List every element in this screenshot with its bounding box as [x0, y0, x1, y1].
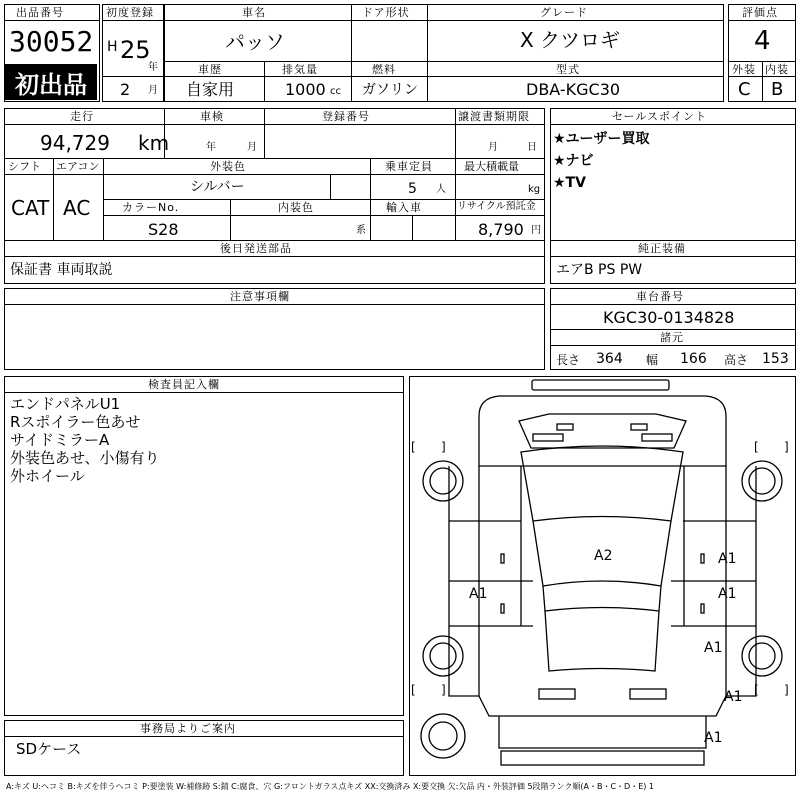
- color-label: 外装色: [210, 160, 246, 173]
- inspector-line: Rスポイラー色あせ: [10, 413, 141, 431]
- recycle-unit: 円: [531, 225, 541, 236]
- later-parts-label: 後日発送部品: [220, 242, 292, 255]
- transfer-day-unit: 日: [527, 142, 537, 153]
- height-value: 153: [762, 351, 789, 367]
- damage-mark: A1: [704, 640, 723, 656]
- svg-text:[: [: [411, 440, 416, 454]
- first-reg-month: 2: [120, 80, 131, 99]
- svg-text:]: ]: [784, 683, 789, 697]
- color-no: S28: [148, 220, 179, 239]
- color-no-label: カラーNo.: [122, 201, 180, 214]
- history: 自家用: [186, 80, 235, 99]
- first-listing-badge: 初出品: [5, 64, 97, 100]
- inspection-month-unit: 月: [247, 142, 257, 153]
- displacement-unit: cc: [330, 86, 341, 97]
- first-reg-year: 25: [120, 36, 151, 64]
- exterior-color: シルバー: [190, 179, 245, 195]
- office-text: SDケース: [16, 740, 82, 758]
- car-name: パッソ: [225, 30, 285, 54]
- grade-label: グレード: [540, 6, 588, 19]
- exterior-label: 外装: [732, 63, 756, 76]
- import-label: 輸入車: [386, 201, 422, 214]
- load-label: 最大積載量: [464, 160, 519, 173]
- length-value: 364: [596, 351, 623, 367]
- displacement: 1000: [285, 80, 326, 99]
- seats-unit: 人: [436, 184, 446, 195]
- era: H: [107, 39, 118, 55]
- seats: 5: [408, 181, 417, 197]
- interior-grade: B: [771, 79, 784, 100]
- height-label: 高さ: [724, 353, 749, 367]
- spec-row-box: [164, 61, 724, 102]
- svg-text:[: [: [411, 683, 416, 697]
- inspector-line: エンドパネルU1: [10, 395, 121, 413]
- recycle-fee: 8,790: [478, 220, 524, 239]
- shift: CAT: [11, 196, 50, 220]
- length-label: 長さ: [556, 353, 581, 367]
- equipment: エアB PS PW: [556, 262, 643, 278]
- damage-mark: A1: [724, 689, 743, 705]
- history-label: 車歴: [198, 63, 222, 76]
- month-unit: 月: [148, 85, 158, 96]
- damage-mark: A1: [718, 551, 737, 567]
- int-color-label: 内装色: [278, 201, 314, 214]
- sales-label: セールスポイント: [612, 110, 708, 123]
- damage-mark: A1: [718, 586, 737, 602]
- svg-text:]: ]: [441, 683, 446, 697]
- transfer-month-unit: 月: [488, 142, 498, 153]
- later-parts: 保証書 車両取説: [10, 262, 113, 278]
- width-label: 幅: [646, 353, 659, 367]
- model-code: DBA-KGC30: [526, 80, 621, 99]
- damage-mark: A1: [469, 586, 488, 602]
- reg-no-label: 登録番号: [322, 110, 370, 123]
- load-unit: kg: [528, 184, 541, 195]
- fuel-label: 燃料: [372, 63, 396, 76]
- specs-label: 諸元: [660, 331, 684, 344]
- car-diagram: [409, 376, 796, 776]
- shift-label: シフト: [8, 160, 41, 173]
- sales-point: ★ユーザー買取: [553, 131, 650, 147]
- fuel: ガソリン: [362, 82, 418, 98]
- mileage: 94,729: [40, 131, 110, 155]
- interior-label: 内装: [765, 63, 789, 76]
- first-reg-label: 初度登録: [106, 6, 154, 19]
- ac: AC: [63, 196, 91, 220]
- inspector-line: サイドミラーA: [10, 431, 110, 449]
- svg-text:[: [: [754, 683, 759, 697]
- mileage-label: 走行: [70, 110, 94, 123]
- sales-point: ★TV: [553, 175, 586, 191]
- door-label: ドア形状: [362, 6, 410, 19]
- ac-label: エアコン: [56, 160, 100, 173]
- legend: A:キズ U:ヘコミ B:キズを伴うヘコミ P:要塗装 W:補修跡 S:錆 C:腐食、穴 G:フロントガラス点キズ XX:交換済み X:要交換 欠:欠品 内・外装評価 5段階ランク順(A・B・C・D・E) 1: [6, 782, 655, 791]
- lot-number: 30052: [9, 25, 94, 58]
- exterior-grade: C: [738, 79, 751, 100]
- svg-text:[: [: [754, 440, 759, 454]
- damage-mark: A2: [594, 548, 613, 564]
- lot-label: 出品番号: [16, 6, 64, 19]
- sales-point: ★ナビ: [553, 153, 594, 169]
- inspector-line: 外ホイール: [10, 467, 85, 485]
- recycle-label: リサイクル預託金: [457, 201, 536, 212]
- svg-text:]: ]: [441, 440, 446, 454]
- inspection-year-unit: 年: [206, 142, 216, 153]
- car-name-label: 車名: [242, 6, 266, 19]
- damage-mark: A1: [704, 730, 723, 746]
- equipment-label: 純正装備: [638, 242, 686, 255]
- seats-label: 乗車定員: [385, 160, 433, 173]
- transfer-label: 譲渡書類期限: [458, 110, 530, 123]
- width-value: 166: [680, 351, 707, 367]
- score-label: 評価点: [742, 6, 778, 19]
- displacement-label: 排気量: [282, 63, 318, 76]
- year-unit: 年: [148, 62, 158, 73]
- score: 4: [754, 26, 771, 56]
- notes-label: 注意事項欄: [230, 290, 290, 303]
- office-label: 事務局よりご案内: [140, 722, 236, 735]
- inspector-line: 外装色あせ、小傷有り: [10, 449, 160, 467]
- chassis-number: KGC30-0134828: [603, 308, 735, 327]
- int-color-unit: 系: [356, 225, 366, 236]
- inspector-label: 検査員記入欄: [148, 378, 220, 391]
- mileage-unit: km: [138, 131, 170, 155]
- svg-text:]: ]: [784, 440, 789, 454]
- inspection-label: 車検: [200, 110, 224, 123]
- chassis-label: 車台番号: [636, 290, 684, 303]
- grade: X クツロギ: [520, 28, 621, 52]
- model-label: 型式: [556, 63, 580, 76]
